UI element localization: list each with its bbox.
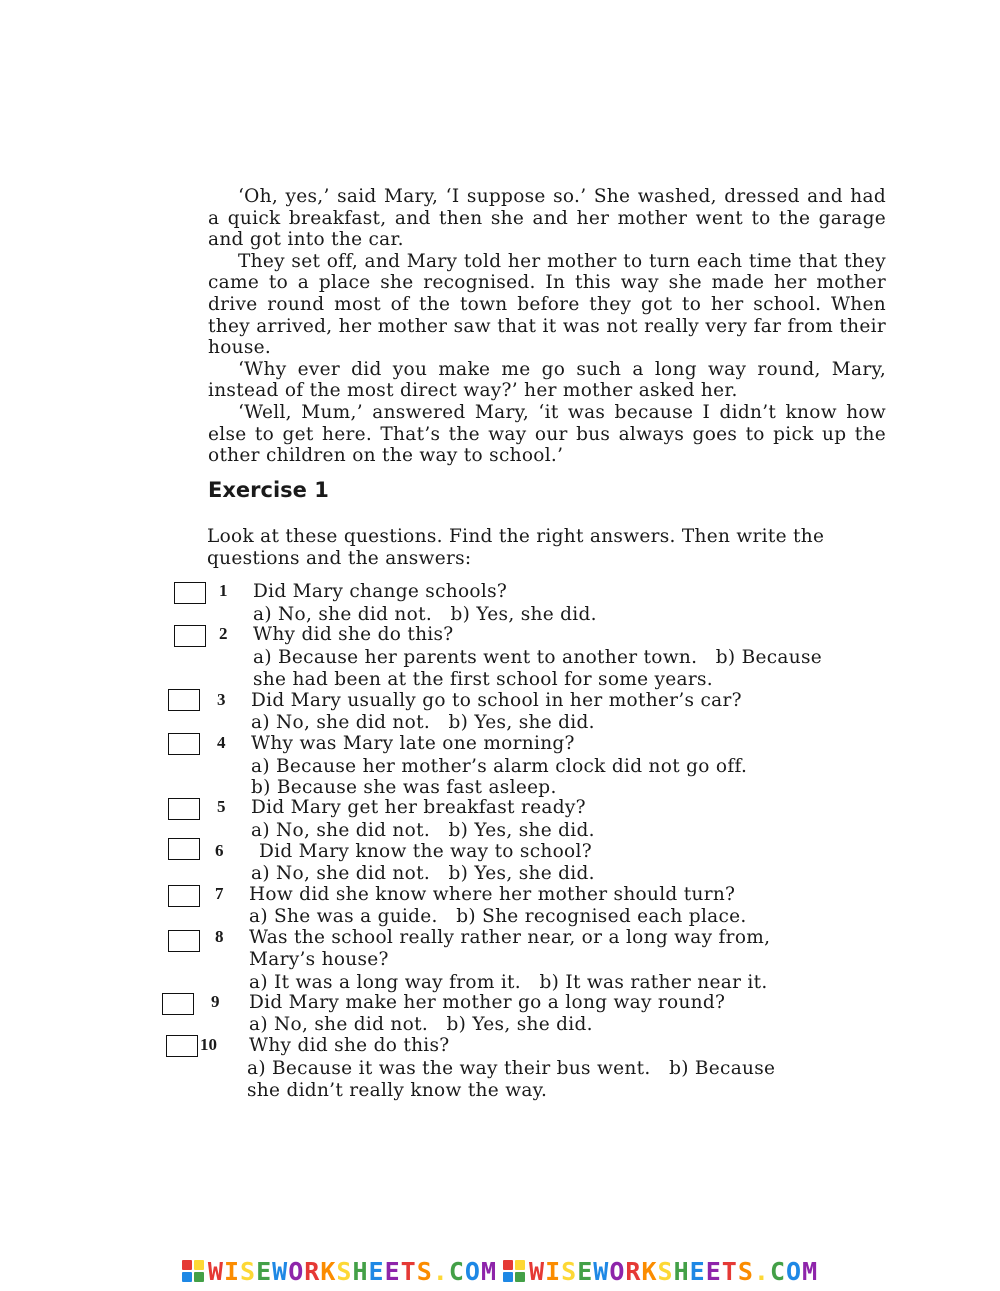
brand-letter: W [529,1256,546,1286]
question-number: 7 [215,884,224,903]
logo-square [182,1272,192,1282]
answer-box[interactable] [168,689,200,711]
question-number: 6 [215,841,224,860]
brand-name [208,1257,497,1286]
story-paragraph: ‘Oh, yes,’ said Mary, ‘I suppose so.’ She washed, dressed and had a quick breakfast, and then she and her mother went to the garage and got into the car. [208,186,886,251]
brand-letter: E [577,1256,594,1286]
story-text [208,186,886,467]
brand-letter: T [721,1256,738,1286]
brand-letter: O [464,1256,481,1286]
brand-letter: O [288,1256,305,1286]
brand-letter: W [272,1256,289,1286]
footer-banner [0,1255,1000,1287]
brand-letter: E [705,1256,722,1286]
answer-box[interactable] [168,798,200,820]
question-text: Why did she do this? [249,1035,450,1056]
question-text: Why did she do this? [253,624,454,645]
answer-options: a) Because her parents went to another town. b) Because [253,647,823,668]
brand-letter: K [641,1256,658,1286]
answer-box[interactable] [174,582,206,604]
brand-letter: S [416,1256,433,1286]
brand-letter: E [256,1256,273,1286]
logo-square [194,1272,204,1282]
answer-box[interactable] [168,838,200,860]
brand-unit [503,1257,818,1286]
brand-letter: R [625,1256,642,1286]
exercise-title: Exercise 1 [208,478,329,502]
brand-letter: W [207,1256,224,1286]
brand-letter: I [545,1256,562,1286]
question-text: How did she know where her mother should turn? [249,884,736,905]
brand-letter: S [240,1256,257,1286]
question-text: Did Mary usually go to school in her mother’s car? [251,690,742,711]
story-paragraph: ‘Well, Mum,’ answered Mary, ‘it was because I didn’t know how else to get here. That’s the way our bus always goes to pick up the other children on the way to school.’ [208,401,886,467]
question-number: 10 [200,1035,217,1054]
brand-letter: S [561,1256,578,1286]
brand-letter: . [753,1256,770,1286]
brand-logo-icon [503,1260,525,1282]
answer-box[interactable] [162,993,194,1015]
brand-letter: H [673,1256,690,1286]
question-number: 1 [219,581,228,600]
brand-letter: C [769,1256,786,1286]
question-number: 8 [215,927,224,946]
brand-letter: M [480,1256,497,1286]
answer-options: a) Because it was the way their bus went. b) Because [247,1058,776,1079]
brand-logo-icon [182,1260,204,1282]
brand-letter: M [802,1256,819,1286]
question-text: Did Mary change schools? [253,581,508,602]
question-number: 5 [217,797,226,816]
brand-letter: S [657,1256,674,1286]
brand-letter: I [223,1256,240,1286]
brand-letter: W [593,1256,610,1286]
answer-box[interactable] [166,1035,198,1057]
answer-options: a) She was a guide. b) She recognised each place. [249,906,747,927]
answer-options: a) It was a long way from it. b) It was rather near it. [249,972,768,993]
answer-options: a) No, she did not. b) Yes, she did. [251,863,595,884]
brand-letter: R [304,1256,321,1286]
question-text: Why was Mary late one morning? [251,733,575,754]
question-number: 3 [217,690,226,709]
question-text: Did Mary make her mother go a long way round? [249,992,726,1013]
brand-letter: S [737,1256,754,1286]
brand-letter: E [384,1256,401,1286]
answer-box[interactable] [168,885,200,907]
brand-letter: O [786,1256,803,1286]
answer-options: b) Because she was fast asleep. [251,777,557,798]
logo-square [503,1272,513,1282]
answer-options: she didn’t really know the way. [247,1080,548,1101]
question-text: Was the school really rather near, or a long way from, [249,927,771,948]
answer-box[interactable] [168,930,200,952]
question-text: Did Mary know the way to school? [259,841,592,862]
logo-square [515,1260,525,1270]
question-number: 4 [217,733,226,752]
brand-letter: H [352,1256,369,1286]
exercise-instructions: Look at these questions. Find the right answers. Then write the questions and the answers: [207,526,825,569]
answer-options: a) No, she did not. b) Yes, she did. [253,604,597,625]
logo-square [182,1260,192,1270]
question-number: 9 [211,992,220,1011]
brand-letter: . [432,1256,449,1286]
logo-square [503,1260,513,1270]
brand-letter: C [448,1256,465,1286]
brand-letter: O [609,1256,626,1286]
brand-name [529,1257,818,1286]
logo-square [194,1260,204,1270]
answer-options: a) No, she did not. b) Yes, she did. [251,712,595,733]
brand-letter: T [400,1256,417,1286]
story-paragraph: ‘Why ever did you make me go such a long way round, Mary, instead of the most direct way?’ her mother asked her. [208,358,886,402]
question-number: 2 [219,624,228,643]
logo-square [515,1272,525,1282]
brand-letter: K [320,1256,337,1286]
answer-options: she had been at the first school for some years. [253,669,713,690]
brand-unit [182,1257,497,1286]
story-paragraph: They set off, and Mary told her mother to turn each time that they came to a place she recognised. In this way she made her mother drive round most of the town before they got to her school. When they arrived, her mother saw that it was not really very far from their house. [208,250,886,359]
answer-options: a) Because her mother’s alarm clock did not go off. [251,756,748,777]
brand-letter: E [689,1256,706,1286]
answer-options: a) No, she did not. b) Yes, she did. [251,820,595,841]
answer-box[interactable] [174,625,206,647]
brand-letter: E [368,1256,385,1286]
answer-options: a) No, she did not. b) Yes, she did. [249,1014,593,1035]
question-text: Mary’s house? [249,949,389,970]
question-text: Did Mary get her breakfast ready? [251,797,586,818]
brand-letter: S [336,1256,353,1286]
answer-box[interactable] [168,733,200,755]
